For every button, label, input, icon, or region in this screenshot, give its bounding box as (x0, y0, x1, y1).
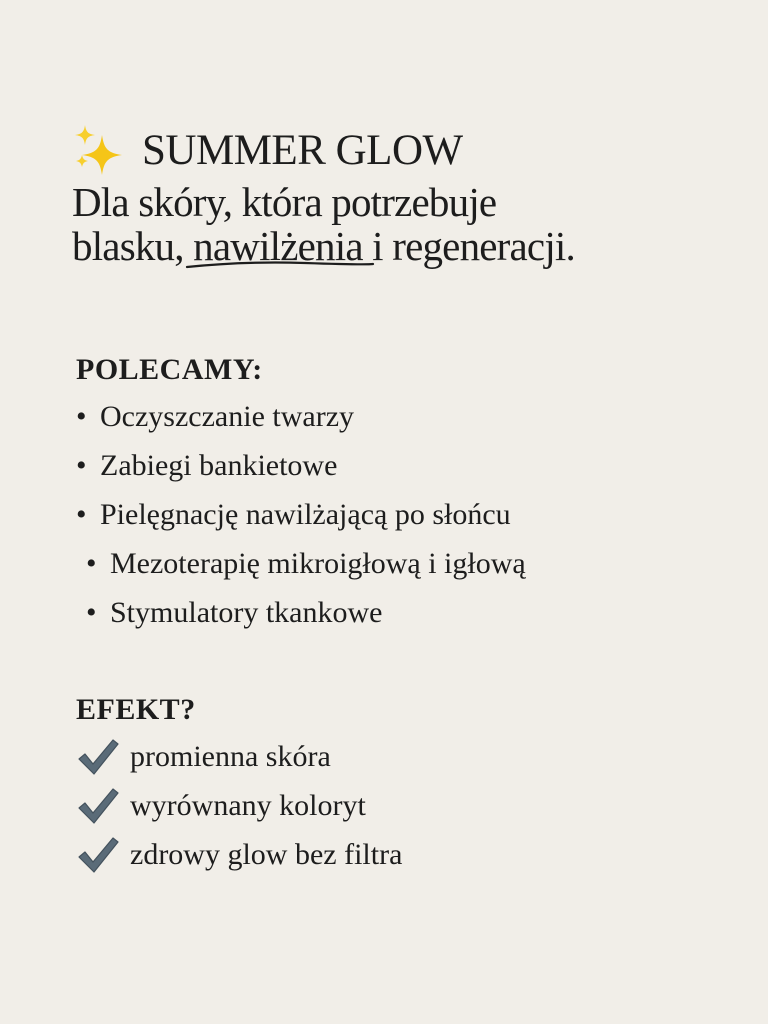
check-mark-icon (76, 737, 120, 777)
list-item (76, 441, 716, 490)
subtitle-line-2 (72, 224, 752, 268)
page-title: SUMMER GLOW (142, 127, 463, 174)
list-item (76, 732, 716, 781)
header (72, 122, 752, 268)
check-mark-icon (76, 786, 120, 826)
list-item-text: Zabiegi bankietowe (100, 449, 338, 482)
list-item (76, 588, 716, 637)
recommend-section (76, 350, 716, 637)
list-item (76, 392, 716, 441)
list-item (76, 830, 716, 879)
effect-heading: EFEKT? (76, 693, 196, 726)
subtitle-text-post: i regeneracji. (362, 223, 575, 269)
underlined-word-text: nawilżenia (193, 223, 363, 269)
bullet-icon: • (76, 498, 87, 531)
recommend-heading: POLECAMY: (76, 353, 263, 386)
list-item-text: promienna skóra (130, 740, 331, 773)
list-item-text: Stymulatory tkankowe (110, 596, 383, 629)
underline-stroke (185, 258, 375, 272)
bullet-icon: • (86, 596, 97, 629)
bullet-icon: • (76, 400, 87, 433)
underlined-word (193, 224, 363, 268)
subtitle (72, 180, 752, 268)
bullet-icon: • (86, 547, 97, 580)
effect-section (76, 690, 716, 879)
list-item (76, 781, 716, 830)
check-mark-icon (76, 835, 120, 875)
subtitle-line-1: Dla skóry, która potrzebuje (72, 179, 497, 225)
list-item-text: Pielęgnację nawilżającą po słońcu (100, 498, 511, 531)
list-item-text: Oczyszczanie twarzy (100, 400, 355, 433)
list-item-text: zdrowy glow bez filtra (130, 838, 403, 871)
sparkles-icon (72, 125, 130, 177)
list-item (76, 490, 716, 539)
list-item-text: wyrównany koloryt (130, 789, 366, 822)
list-item (76, 539, 716, 588)
title-line (72, 122, 752, 180)
subtitle-text-pre: blasku, (72, 223, 194, 269)
list-item-text: Mezoterapię mikroigłową i igłową (110, 547, 526, 580)
bullet-icon: • (76, 449, 87, 482)
